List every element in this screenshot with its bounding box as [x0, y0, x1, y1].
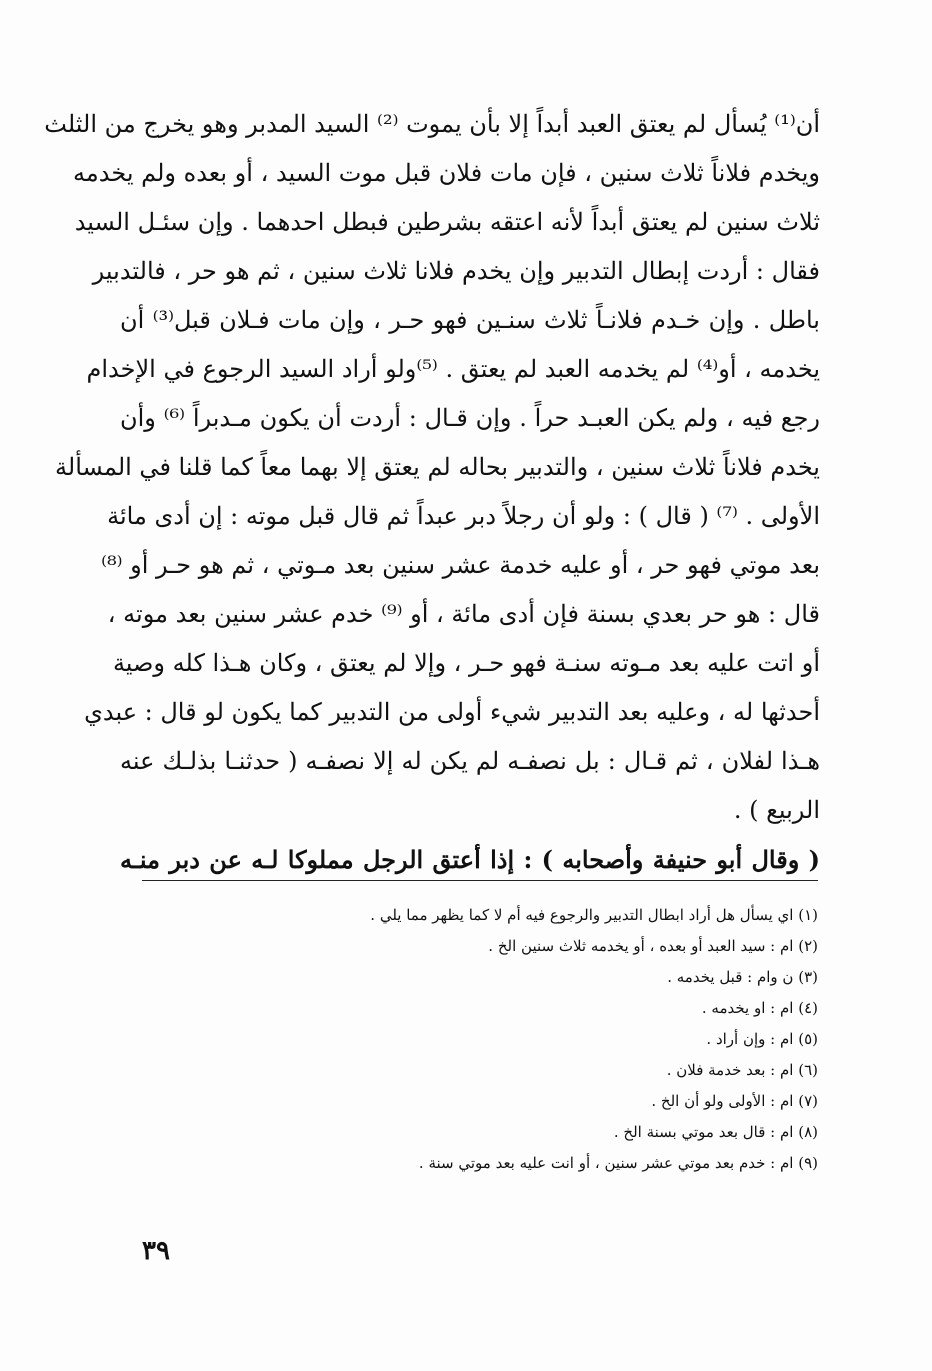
page-number: ٣٩ [142, 1236, 170, 1266]
body-line: يخدم فلاناً ثلاث سنين ، والتدبير بحاله لم يعتق إلا بهما معاً كما قلنا في المسألة [55, 453, 820, 481]
body-line: باطل . وإن خـدم فلانـاً ثلاث سنـين فهو حـر ، وإن مات فـلان قبل⁽³⁾ أن [120, 306, 820, 334]
body-line: فقال : أردت إبطال التدبير وإن يخدم فلانا ثلاث سنين ، ثم هو حر ، فالتدبير [92, 257, 820, 285]
body-line: يخدمه ، أو⁽⁴⁾ لم يخدمه العبد لم يعتق . ⁽⁵⁾ولو أراد السيد الرجوع في الإخدام [86, 355, 820, 383]
section-heading-line: ( وقال أبو حنيفة وأصحابه ) : إذا أعتق الرجل مملوكا لـه عن دبر منـه [120, 845, 820, 874]
body-line: أن⁽¹⁾ يُسأل لم يعتق العبد أبداً إلا بأن يموت ⁽²⁾ السيد المدبر وهو يخرج من الثلث [44, 110, 820, 138]
footnote: (٤) ام : او يخدمه . [701, 999, 818, 1017]
footnote: (٦) ام : بعد خدمة فلان . [666, 1061, 818, 1079]
body-line: أو اتت عليه بعد مـوته سنـة فهو حـر ، وإلا لم يعتق ، وكان هـذا كله وصية [112, 649, 820, 677]
main-text-block [44, 100, 821, 884]
body-line: أحدثها له ، وعليه بعد التدبير شيء أولى من التدبير كما يكون لو قال : عبدي [84, 698, 820, 726]
body-line: رجع فيه ، ولم يكن العبـد حراً . وإن قـال : أردت أن يكون مـدبراً ⁽⁶⁾ وأن [120, 404, 821, 432]
footnote: (٧) ام : الأولى ولو أن الخ . [651, 1092, 818, 1110]
body-line: ويخدم فلاناً ثلاث سنين ، فإن مات فلان قبل موت السيد ، أو بعده ولم يخدمه [73, 159, 820, 187]
footnote-divider [142, 880, 818, 881]
body-line: بعد موتي فهو حر ، أو عليه خدمة عشر سنين بعد مـوتي ، ثم هو حـر أو ⁽⁸⁾ [101, 551, 820, 579]
footnotes-block [142, 900, 818, 1179]
body-line: الأولى . ⁽⁷⁾ ( قال ) : ولو أن رجلاً دبر عبداً ثم قال قبل موته : إن أدى مائة [107, 502, 820, 530]
body-line: هـذا لفلان ، ثم قـال : بل نصفـه لم يكن له إلا نصفـه ( حدثنـا بذلـك عنه [120, 747, 820, 775]
footnote: (٣) ن وام : قبل يخدمه . [667, 968, 818, 986]
body-line: الربيع ) . [733, 796, 820, 824]
body-line: ثلاث سنين لم يعتق أبداً لأنه اعتقه بشرطين فبطل احدهما . وإن سئـل السيد [74, 208, 820, 236]
body-line: قال : هو حر بعدي بسنة فإن أدى مائة ، أو ⁽⁹⁾ خدم عشر سنين بعد موته ، [107, 600, 820, 628]
footnote: (٩) ام : خدم بعد موتي عشر سنين ، أو انت عليه بعد موتي سنة . [418, 1154, 818, 1172]
footnote: (١) اي يسأل هل أراد ابطال التدبير والرجوع فيه أم لا كما يظهر مما يلي . [370, 906, 818, 924]
footnote: (٨) ام : قال بعد موتي بسنة الخ . [613, 1123, 818, 1141]
footnote: (٢) ام : سيد العبد أو بعده ، أو يخدمه ثلاث سنين الخ . [488, 937, 818, 955]
footnote: (٥) ام : وإن أراد . [706, 1030, 818, 1048]
